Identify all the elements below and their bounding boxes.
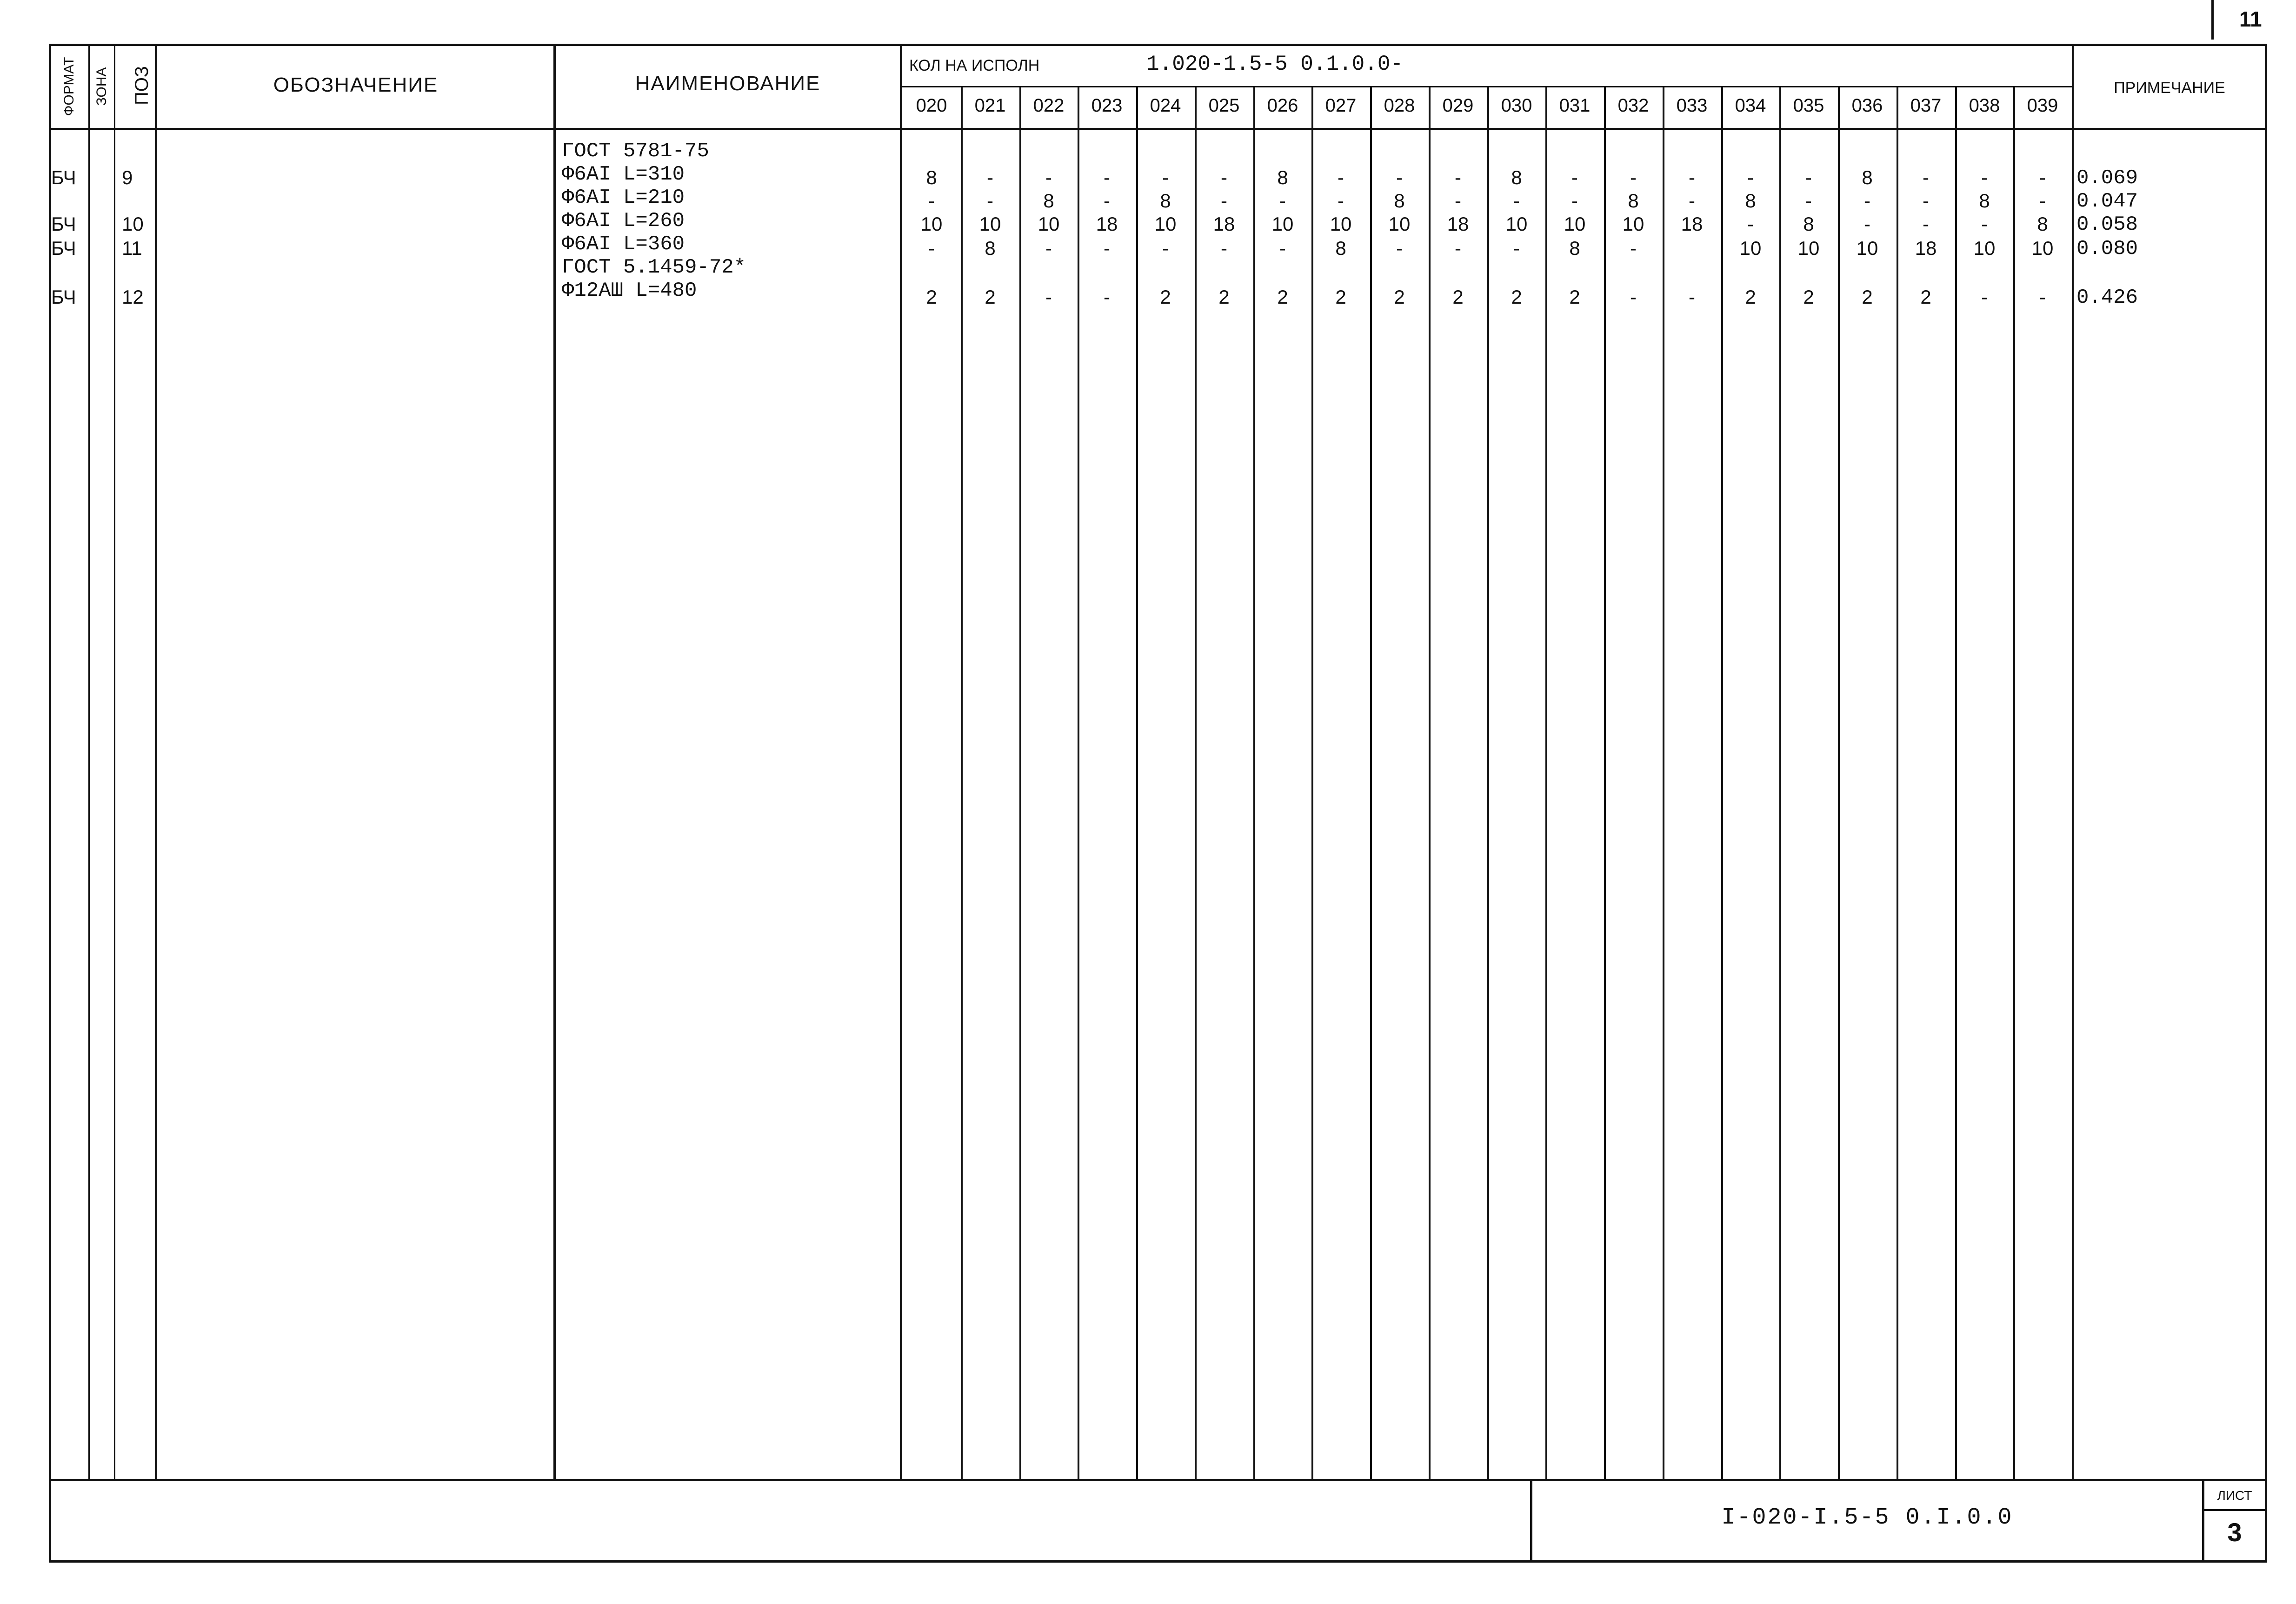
value-cell: 8	[1394, 190, 1405, 212]
value-cell: -	[1630, 237, 1637, 259]
value-cell: -	[1689, 286, 1695, 308]
row-format: БЧ	[51, 166, 76, 188]
value-cell: -	[2039, 190, 2046, 212]
value-cell: 10	[920, 213, 943, 235]
value-cell: -	[928, 237, 935, 259]
value-cell: 8	[926, 166, 937, 188]
name-line: Ф6АI L=210	[562, 186, 685, 209]
header-bottom-line	[49, 128, 2265, 130]
value-cell: 2	[1160, 286, 1171, 308]
value-cell: 10	[1038, 213, 1060, 235]
row-note: 0.426	[2076, 286, 2138, 309]
header-designation: ОБОЗНАЧЕНИЕ	[273, 73, 439, 96]
name-line: ГОСТ 5781-75	[562, 140, 709, 163]
name-line: Ф12АШ L=480	[562, 279, 697, 302]
value-cell: 8	[1569, 237, 1580, 259]
col-line-zone	[114, 44, 115, 1481]
variant-code: 026	[1267, 95, 1298, 116]
value-cell: -	[1864, 190, 1870, 212]
variant-code: 027	[1325, 95, 1357, 116]
value-cell: 2	[1218, 286, 1230, 308]
frame-top-border	[49, 44, 2267, 46]
value-cell: -	[1981, 166, 1988, 188]
value-cell: -	[1338, 190, 1344, 212]
row-note: 0.047	[2076, 190, 2138, 213]
value-cell: -	[1630, 286, 1637, 308]
frame-left-border	[49, 44, 51, 1562]
value-cell: -	[987, 190, 993, 212]
variant-code: 020	[916, 95, 947, 116]
value-cell: -	[1396, 166, 1403, 188]
header-pos: ПОЗ	[132, 66, 152, 106]
header-note: ПРИМЕЧАНИЕ	[2114, 79, 2225, 97]
row-pos: 12	[122, 286, 144, 308]
col-line-note	[2072, 44, 2074, 1481]
value-cell: -	[1221, 190, 1227, 212]
value-cell: 18	[1213, 213, 1235, 235]
row-note: 0.058	[2076, 213, 2138, 236]
value-cell: 2	[1745, 286, 1756, 308]
variant-code: 028	[1384, 95, 1415, 116]
name-line: Ф6АI L=260	[562, 209, 685, 233]
value-cell: 8	[1160, 190, 1171, 212]
value-cell: 18	[1096, 213, 1118, 235]
variant-code: 029	[1442, 95, 1474, 116]
header-zone: ЗОНА	[94, 67, 109, 106]
value-cell: -	[1981, 213, 1988, 235]
value-cell: -	[1104, 190, 1110, 212]
value-cell: -	[1045, 286, 1052, 308]
variant-code: 021	[974, 95, 1006, 116]
row-note: 0.069	[2076, 166, 2138, 190]
row-format: БЧ	[51, 237, 76, 259]
value-cell: -	[1045, 237, 1052, 259]
value-cell: 2	[1335, 286, 1346, 308]
value-cell: -	[1104, 237, 1110, 259]
variant-code: 036	[1851, 95, 1883, 116]
name-line: ГОСТ 5.1459-72*	[562, 256, 746, 279]
value-cell: 10	[1622, 213, 1644, 235]
value-cell: 10	[1505, 213, 1528, 235]
value-cell: 10	[2031, 237, 2054, 259]
value-cell: -	[928, 190, 935, 212]
page-number-box-border	[2211, 0, 2214, 40]
value-cell: -	[1571, 190, 1578, 212]
col-line-designation	[553, 44, 556, 1481]
value-cell: -	[1104, 286, 1110, 308]
row-pos: 11	[122, 237, 142, 259]
value-cell: -	[2039, 286, 2046, 308]
footer-sheet-number: 3	[2227, 1517, 2242, 1547]
value-cell: -	[1981, 286, 1988, 308]
row-pos: 9	[122, 166, 133, 188]
value-cell: -	[1923, 213, 1929, 235]
footer-doc-code: I-020-I.5-5 0.I.0.0	[1721, 1504, 2013, 1531]
variant-code: 039	[2027, 95, 2058, 116]
value-cell: -	[987, 166, 993, 188]
value-cell: 10	[1856, 237, 1878, 259]
variant-code: 022	[1033, 95, 1065, 116]
page-number: 11	[2239, 7, 2262, 31]
footer-sheet-label: ЛИСТ	[2217, 1488, 2252, 1503]
value-cell: -	[1923, 166, 1929, 188]
value-cell: 10	[1739, 237, 1762, 259]
value-cell: 10	[1330, 213, 1352, 235]
value-cell: -	[1805, 166, 1812, 188]
stamp-top-line	[49, 1479, 2265, 1481]
value-cell: -	[1571, 166, 1578, 188]
value-cell: -	[1455, 237, 1461, 259]
row-format: БЧ	[51, 286, 76, 308]
name-line: Ф6АI L=310	[562, 163, 685, 186]
value-cell: 8	[1803, 213, 1814, 235]
value-cell: -	[1805, 190, 1812, 212]
value-cell: 2	[1862, 286, 1873, 308]
value-cell: 8	[1745, 190, 1756, 212]
value-cell: -	[1864, 213, 1870, 235]
value-cell: 10	[979, 213, 1001, 235]
value-cell: 10	[1973, 237, 1996, 259]
value-cell: -	[1513, 237, 1520, 259]
value-cell: 8	[1511, 166, 1522, 188]
value-cell: 10	[1564, 213, 1586, 235]
variant-code: 031	[1559, 95, 1591, 116]
names-list	[562, 140, 746, 302]
value-cell: -	[1279, 237, 1286, 259]
value-cell: 10	[1797, 237, 1820, 259]
value-cell: 2	[1452, 286, 1464, 308]
value-cell: 2	[1920, 286, 1931, 308]
variant-code: 023	[1091, 95, 1123, 116]
variant-code: 025	[1208, 95, 1240, 116]
value-cell: -	[1455, 190, 1461, 212]
value-cell: -	[1747, 213, 1754, 235]
value-cell: 2	[1277, 286, 1288, 308]
variant-code: 024	[1150, 95, 1181, 116]
value-cell: -	[1279, 190, 1286, 212]
value-cell: 8	[2037, 213, 2048, 235]
value-cell: -	[1162, 237, 1169, 259]
header-format: ФОРМАТ	[61, 57, 77, 116]
col-line-format	[88, 44, 90, 1481]
row-format: БЧ	[51, 213, 76, 235]
value-cell: 18	[1915, 237, 1937, 259]
value-cell: -	[1396, 237, 1403, 259]
value-cell: 10	[1154, 213, 1177, 235]
value-cell: 8	[1862, 166, 1873, 188]
variant-code: 037	[1910, 95, 1942, 116]
value-cell: 18	[1681, 213, 1703, 235]
value-cell: 8	[1277, 166, 1288, 188]
variant-code: 032	[1617, 95, 1649, 116]
value-cell: 8	[1979, 190, 1990, 212]
value-cell: 2	[1803, 286, 1814, 308]
frame-bottom-border	[49, 1560, 2267, 1563]
header-qty-doc: 1.020-1.5-5 0.1.0.0-	[1146, 52, 1404, 76]
variant-code: 035	[1793, 95, 1824, 116]
value-cell: -	[1455, 166, 1461, 188]
value-cell: -	[1747, 166, 1754, 188]
row-note: 0.080	[2076, 237, 2138, 260]
value-cell: 8	[1335, 237, 1346, 259]
variant-code: 034	[1735, 95, 1766, 116]
name-line: Ф6АI L=360	[562, 233, 685, 256]
variant-code: 038	[1969, 95, 2000, 116]
value-cell: 8	[1628, 190, 1639, 212]
value-cell: -	[1338, 166, 1344, 188]
value-cell: 2	[1569, 286, 1580, 308]
value-cell: 2	[1511, 286, 1522, 308]
row-pos: 10	[122, 213, 144, 235]
value-cell: 10	[1271, 213, 1294, 235]
stamp-sheet-split-line	[2202, 1509, 2265, 1511]
header-qty-label: КОЛ НА ИСПОЛН	[909, 57, 1040, 74]
frame-right-border	[2265, 44, 2267, 1562]
value-cell: 18	[1447, 213, 1469, 235]
value-cell: -	[1689, 190, 1695, 212]
col-line-pos	[155, 44, 157, 1481]
value-cell: 2	[926, 286, 937, 308]
header-name: НАИМЕНОВАНИЕ	[635, 72, 821, 95]
value-cell: -	[1221, 166, 1227, 188]
value-cell: 8	[985, 237, 996, 259]
value-cell: 2	[1394, 286, 1405, 308]
value-cell: -	[1630, 166, 1637, 188]
value-cell: 8	[1043, 190, 1054, 212]
variant-code: 030	[1501, 95, 1532, 116]
variant-code: 033	[1676, 95, 1708, 116]
value-cell: -	[1923, 190, 1929, 212]
value-cell: -	[1689, 166, 1695, 188]
value-cell: 2	[985, 286, 996, 308]
value-cell: -	[2039, 166, 2046, 188]
value-cell: -	[1221, 237, 1227, 259]
value-cell: 10	[1388, 213, 1411, 235]
value-cell: -	[1104, 166, 1110, 188]
value-cell: -	[1513, 190, 1520, 212]
value-cell: -	[1162, 166, 1169, 188]
value-cell: -	[1045, 166, 1052, 188]
